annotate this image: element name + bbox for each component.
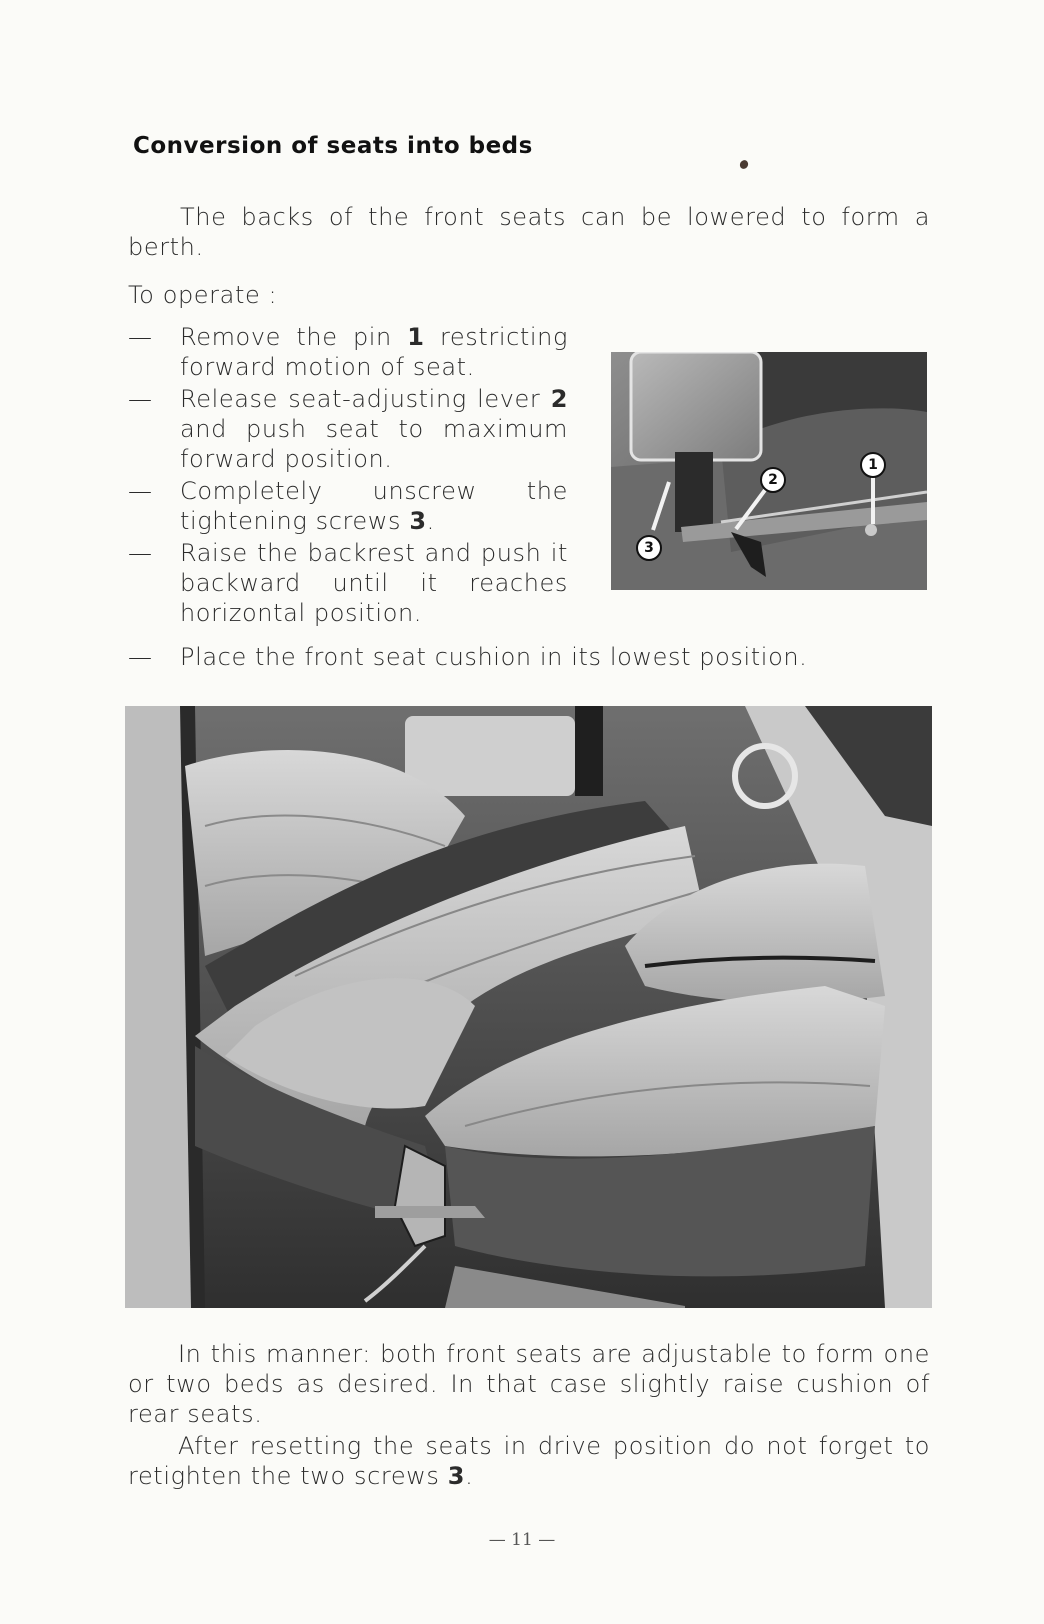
- callout-3: 3: [636, 535, 662, 561]
- step-text: Release seat-adjusting lever: [180, 385, 551, 413]
- step-ref-number: 1: [407, 323, 425, 351]
- ink-speck: [738, 159, 749, 171]
- outro-ref-number: 3: [447, 1462, 466, 1490]
- outro-text: .: [465, 1462, 474, 1490]
- step-item: [128, 476, 568, 536]
- outro-paragraph-2: [128, 1431, 930, 1491]
- callout-1: 1: [860, 452, 886, 478]
- step-text: Completely unscrew the tightening screws: [180, 477, 568, 535]
- step-text: .: [426, 507, 435, 535]
- step-text: Raise the backrest and push it backward until it reaches horizontal position.: [180, 539, 568, 627]
- step-ref-number: 2: [550, 385, 568, 413]
- step-item-last: [128, 642, 938, 672]
- step-dash: —: [128, 539, 153, 567]
- section-heading: Conversion of seats into beds: [133, 133, 533, 159]
- step-text: restricting forward motion of seat.: [180, 323, 568, 381]
- callout-2: 2: [760, 467, 786, 493]
- step-item: [128, 384, 568, 474]
- step-text: Remove the pin: [180, 323, 408, 351]
- step-item: [128, 538, 568, 628]
- intro-paragraph: The backs of the front seats can be lowered to form a berth.: [128, 203, 930, 261]
- seats-as-bed-photo: [125, 706, 932, 1308]
- step-dash: —: [128, 323, 153, 351]
- outro-paragraph-1: In this manner: both front seats are adjustable to form one or two beds as desired. In that case slightly raise cushion of rear seats.: [128, 1340, 930, 1428]
- step-text: and push seat to maximum forward position.: [180, 415, 568, 473]
- outro-text: After resetting the seats in drive position do not forget to retighten the two screws: [128, 1432, 930, 1490]
- step-dash: —: [128, 477, 153, 505]
- step-text: Place the front seat cushion in its lowest position.: [180, 643, 808, 671]
- page-number: — 11 —: [488, 1530, 556, 1550]
- step-dash: —: [128, 385, 153, 413]
- to-operate-label: To operate :: [128, 281, 278, 309]
- step-item: [128, 322, 568, 382]
- step-dash: —: [128, 643, 153, 671]
- steps-list: [128, 322, 568, 630]
- step-ref-number: 3: [409, 507, 427, 535]
